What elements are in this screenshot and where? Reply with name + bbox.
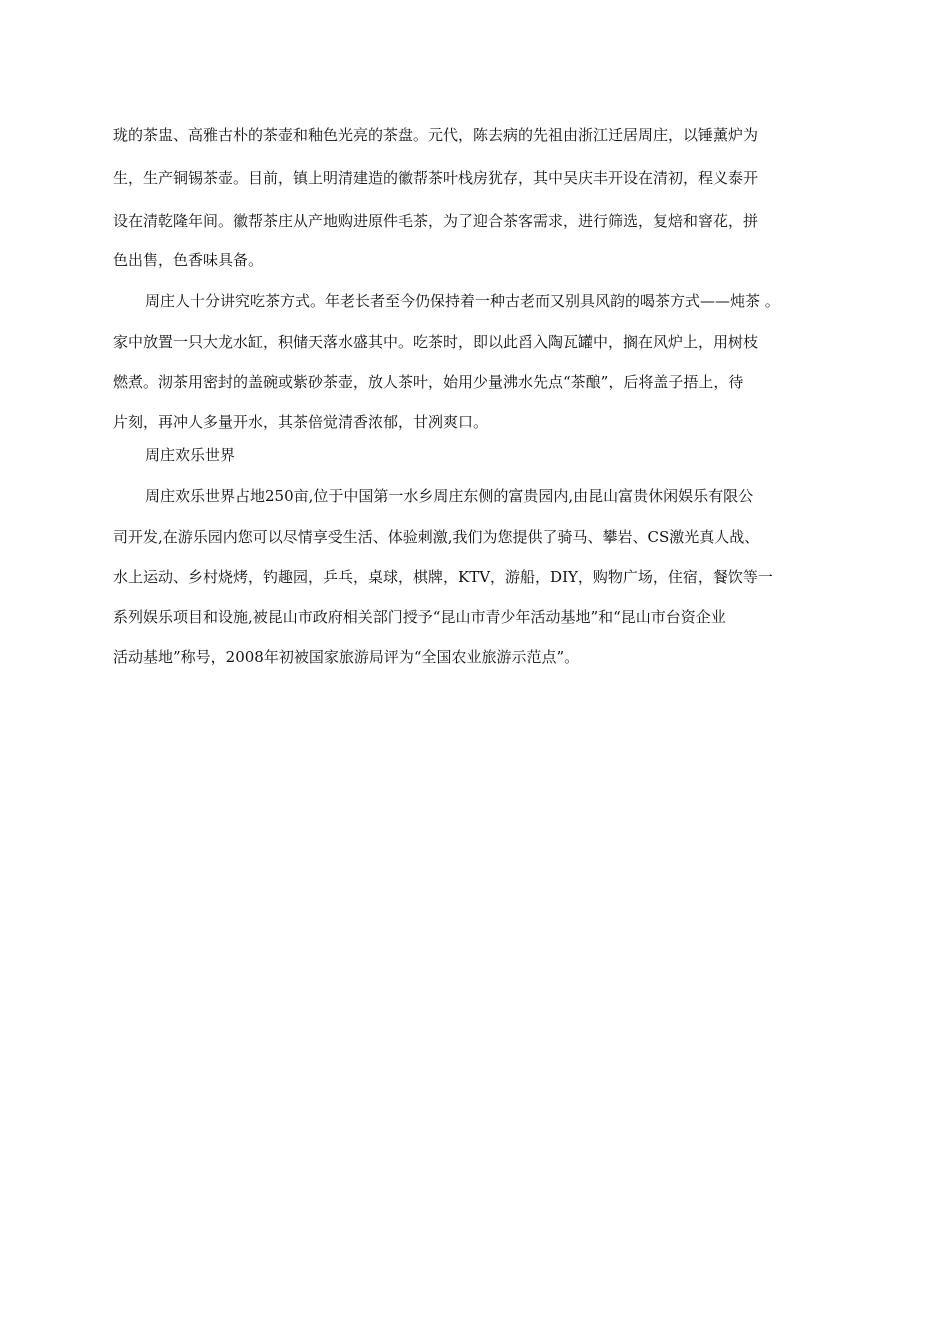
text-line: 周庄人十分讲究吃茶方式。年老长者至今仍保持着一种古老而又别具风韵的喝茶方式——炖茶 。 — [145, 292, 780, 310]
text-line: 水上运动、乡村烧烤，钓趣园，乒乓，桌球，棋牌，KTV，游船，DIY，购物广场，住宿，餐饮等一 — [113, 568, 773, 586]
text-line: 色出售，色香味具备。 — [113, 251, 264, 269]
section-heading: 周庄欢乐世界 — [145, 446, 236, 464]
text-line: 设在清乾隆年间。徽帮茶庄从产地购进原件毛茶，为了迎合茶客需求，进行筛选，复焙和窨花，拼 — [113, 212, 759, 230]
text-line: 周庄欢乐世界占地250亩,位于中国第一水乡周庄东侧的富贵园内,由昆山富贵休闲娱乐有限公 — [145, 487, 754, 505]
text-line: 片刻，再冲人多量开水，其茶倍觉清香浓郁，甘冽爽口。 — [113, 413, 489, 431]
text-line: 家中放置一只大龙水缸，积储天落水盛其中。吃茶时，即以此舀入陶瓦罐中，搁在风炉上，用树枝 — [113, 333, 759, 351]
text-line: 燃煮。沏茶用密封的盖碗或紫砂茶壶，放人茶叶，始用少量沸水先点“茶酿”，后将盖子捂上，待 — [113, 373, 744, 391]
text-line: 系列娱乐项目和设施,被昆山市政府相关部门授予“昆山市青少年活动基地”和“昆山市台资企业 — [113, 608, 726, 626]
text-line: 活动基地”称号，2008年初被国家旅游局评为“全国农业旅游示范点”。 — [113, 648, 580, 666]
text-line: 珑的茶盅、高雅古朴的茶壶和釉色光亮的茶盘。元代，陈去病的先祖由浙江迁居周庄，以锤薰炉为 — [113, 126, 759, 144]
text-line: 司开发,在游乐园内您可以尽情享受生活、体验刺激,我们为您提供了骑马、攀岩、CS激光真人战、 — [113, 528, 760, 546]
text-line: 生，生产铜锡茶壶。目前，镇上明清建造的徽帮茶叶栈房犹存，其中吴庆丰开设在清初，程义泰开 — [113, 169, 759, 187]
